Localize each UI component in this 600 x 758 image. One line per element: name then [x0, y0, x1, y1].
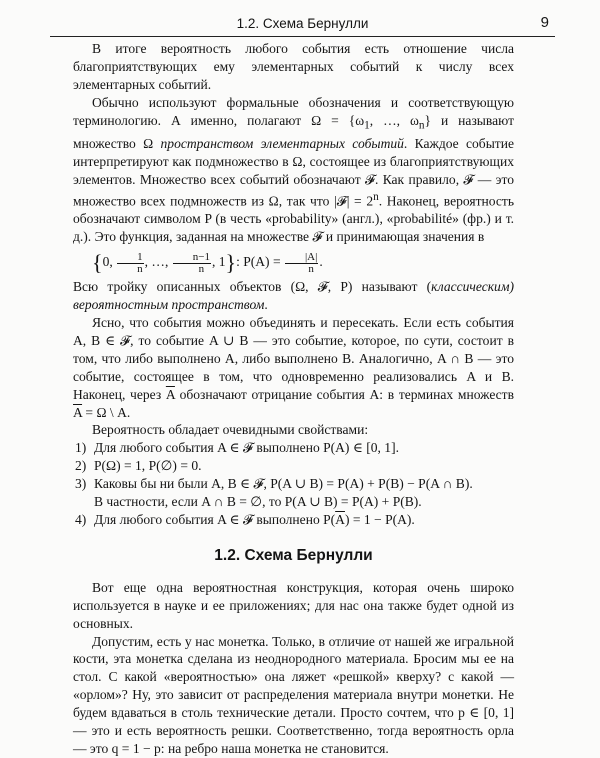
paragraph-bernoulli-intro: Вот еще одна вероятностная конструкция, которая очень широко используется в науке и ее приложениях; для нас она также будет одной из основных. — [73, 579, 514, 631]
superscript: n — [373, 190, 379, 203]
complement-a: $\overline{A}$ — [73, 404, 83, 420]
text-run: , …, ω — [369, 112, 419, 128]
fraction-abs-a-over-n — [285, 252, 318, 275]
fraction-numerator: 1 — [117, 252, 144, 264]
brace-close: } — [225, 250, 237, 276]
fraction-1-over-n — [117, 252, 144, 275]
fraction-numerator: n−1 — [173, 252, 211, 264]
running-header — [50, 10, 555, 37]
property-text: Для любого события A ∈ 𝓕 выполнено P( — [94, 511, 336, 527]
properties-list — [73, 439, 514, 529]
subscript: n — [418, 119, 425, 132]
page-number: 9 — [540, 14, 549, 31]
paragraph-formal-notation — [73, 94, 514, 314]
math-text: , …, — [144, 254, 169, 270]
list-marker: 3) — [75, 476, 87, 492]
property-item — [73, 439, 514, 457]
text-run: Обычно используют формальные обозначения и соответствующую терминологию. А именно, полагают Ω = {ω — [73, 94, 514, 128]
header-title: 1.2. Схема Бернулли — [236, 16, 369, 31]
section-heading: 1.2. Схема Бернулли — [214, 546, 373, 564]
fraction-denominator: n — [198, 262, 205, 275]
property-text: P(Ω) = 1, P(∅) = 0. — [94, 458, 202, 474]
fraction-denominator: n — [308, 262, 314, 275]
math-text: . — [319, 254, 323, 270]
paragraph-coin: Допустим, есть у нас монетка. Только, в отличие от нашей же игральной кости, эта монетка сделана из неоднородного материала. Бросим мы ее на стол. С какой «вероятностью» она ляжет «решкой» кверху? с какой — «орлом»? Ну, это зависит от распределения материала внутри монетки. Не будем вдаваться в столь технические детали. Просто сочтем, что p ∈ [0, 1] — это и есть вероятность решки. Соответственно, тогда вероятность орла — это q = 1 − p: на ребро наша монетка не становится. — [73, 633, 514, 756]
property-text: ) = 1 − P(A). — [344, 511, 415, 527]
property-text: Для любого события A ∈ 𝓕 выполнено P(A) ∈ [0, 1]. — [94, 440, 399, 456]
fraction-numerator: |A| — [285, 252, 318, 264]
property-continuation: В частности, если A ∩ B = ∅, то P(A ∪ B) = P(A) + P(B). — [94, 494, 422, 510]
math-line-probability — [73, 246, 514, 278]
list-marker: 4) — [75, 511, 87, 527]
fraction-n-minus-1-over-n — [173, 252, 211, 275]
math-text: 0, — [102, 254, 113, 270]
text-run: Всю тройку описанных объектов (Ω, 𝓕, P) называют ( — [73, 279, 432, 295]
complement-a: $\overline{A}$ — [335, 511, 345, 527]
term-probability-space: классическим) вероятностным пространством — [73, 279, 514, 313]
text-run: Ясно, что события можно объединять и пересекать. Если есть события A, B ∈ 𝓕, то событие A ∪ B — это событие, которое, по сути, состоит в том, что либо выполнено A, либо выполнено B. Аналогично, A ∩ B — это событие, состоящее в том, что одновременно реализовались A и B. Наконец, через — [73, 315, 514, 402]
list-marker: 1) — [75, 440, 87, 456]
text-run: . Каждое событие интерпретируют как подмножество в Ω, состоящее из благоприятствующих элементов. Множество всех событий обозначают 𝓕. Как правило, 𝓕 — это множество всех подмножеств из Ω, так что |𝓕| = 2 — [73, 136, 514, 209]
fraction-denominator: n — [137, 262, 143, 275]
math-text: : P(A) = — [236, 254, 281, 270]
text-run: } и называют множество Ω — [73, 112, 514, 152]
property-text: Каковы бы ни были A, B ∈ 𝓕, P(A ∪ B) = P(A) + P(B) − P(A ∩ B). — [94, 476, 473, 492]
text-run: . Наконец, вероятность обозначают символом P (в честь «probability» (англ.), «probabilité» (фр.) и т. д.). Это функция, заданная на множестве 𝓕 и принимающая значения в — [73, 193, 514, 245]
property-item — [73, 475, 514, 511]
paragraph-union-intersection — [73, 314, 514, 421]
text-run: обозначают отрицание события A: в терминах множеств — [174, 386, 514, 402]
text-run: . — [264, 297, 268, 313]
term-elementary-events-space: пространством элементарных событий — [160, 136, 404, 152]
page-content — [73, 40, 514, 758]
paragraph-probability-ratio: В итоге вероятность любого события есть отношение числа благоприятствующих ему элементарных событий к числу всех элементарных событий. — [73, 41, 514, 92]
text-run: = Ω \ A. — [82, 404, 131, 420]
subscript: 1 — [364, 119, 370, 132]
brace-open: { — [92, 250, 103, 276]
math-text: , 1 — [211, 254, 226, 270]
property-item — [73, 511, 514, 529]
list-marker: 2) — [75, 458, 87, 474]
complement-a: $\overline{A}$ — [165, 386, 175, 402]
property-item — [73, 457, 514, 475]
paragraph-properties-intro: Вероятность обладает очевидными свойствами: — [92, 422, 369, 438]
